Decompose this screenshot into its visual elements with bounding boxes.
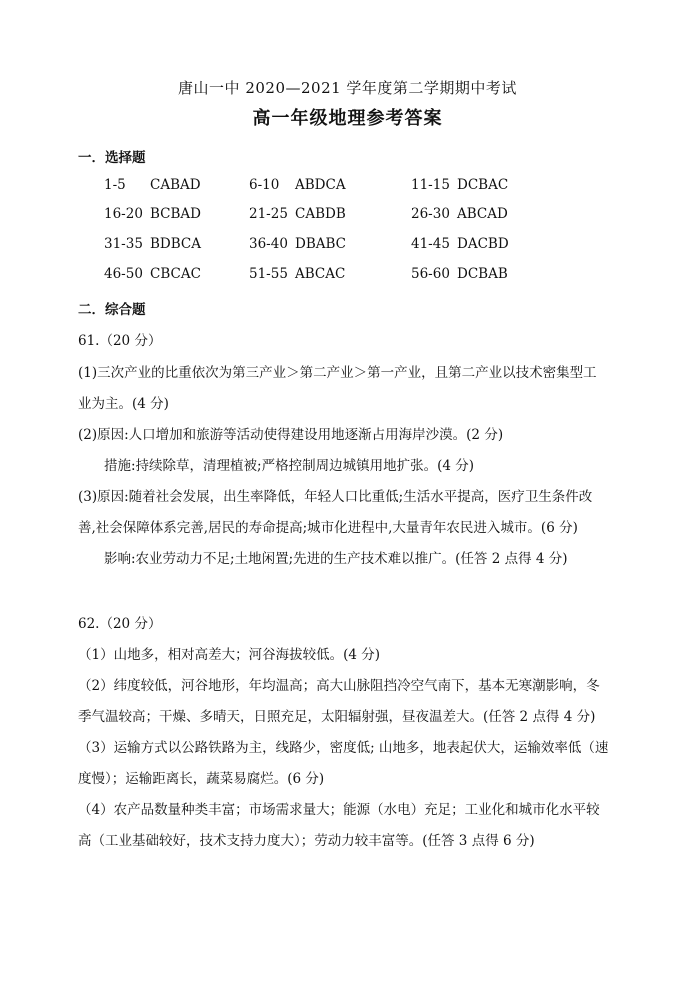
mc-range: 51-55: [249, 266, 288, 282]
q62-answer-line: （3）运输方式以公路铁路为主，线路少，密度低; 山地多，地表起伏大，运输效率低（速: [78, 740, 609, 756]
q61-answer-line: (2)原因:人口增加和旅游等活动使得建设用地逐渐占用海岸沙漠。(2 分): [78, 427, 504, 443]
mc-answer: DCBAB: [457, 266, 508, 282]
mc-range: 31-35: [104, 236, 143, 252]
mc-answer: DACBD: [457, 236, 509, 252]
mc-cell: [411, 236, 509, 252]
mc-cell: [249, 206, 346, 222]
mc-answer: DCBAC: [457, 177, 509, 193]
q61-answer-line: 业为主。(4 分): [78, 396, 169, 412]
mc-row-4: [0, 266, 695, 286]
mc-cell: [104, 206, 201, 222]
mc-answer: ABDCA: [295, 177, 346, 193]
mc-cell: [411, 266, 508, 282]
mc-answer: DBABC: [295, 236, 346, 252]
q61-answer-line: 措施:持续除草，清理植被;严格控制周边城镇用地扩张。(4 分): [104, 458, 475, 474]
q62-answer-line: （4）农产品数量种类丰富；市场需求量大；能源（水电）充足；工业化和城市化水平较: [78, 802, 600, 818]
mc-cell: [411, 177, 508, 193]
mc-range: 36-40: [249, 236, 288, 252]
mc-row-1: [0, 177, 695, 197]
mc-range: 6-10: [249, 177, 280, 193]
q61-answer-line: (3)原因:随着社会发展，出生率降低，年轻人口比重低;生活水平提高，医疗卫生条件改: [78, 489, 593, 505]
mc-answer: CABAD: [150, 177, 201, 193]
q62-answer-line: 高（工业基础较好，技术支持力度大）；劳动力较丰富等。(任答 3 点得 6 分): [78, 833, 535, 849]
mc-answer: CBCAC: [150, 266, 201, 282]
mc-cell: [249, 236, 346, 252]
q62-answer-line: 季气温较高；干燥、多晴天，日照充足，太阳辐射强，昼夜温差大。(任答 2 点得 4 分): [78, 709, 596, 725]
document-title: 高一年级地理参考答案: [252, 108, 443, 129]
mc-answer: BCBAD: [150, 206, 201, 222]
question-62-label: 62.（20 分）: [78, 616, 162, 632]
mc-range: 11-15: [411, 177, 450, 193]
mc-cell: [104, 177, 201, 193]
mc-cell: [249, 177, 346, 193]
q62-answer-line: （2）纬度较低，河谷地形，年均温高；高大山脉阻挡冷空气南下，基本无寒潮影响，冬: [78, 678, 600, 694]
q61-answer-line: (1)三次产业的比重依次为第三产业＞第二产业＞第一产业，且第二产业以技术密集型工: [78, 365, 597, 381]
mc-row-3: [0, 236, 695, 256]
q62-answer-line: 度慢）；运输距离长，蔬菜易腐烂。(6 分): [78, 771, 325, 787]
mc-answer: CABDB: [295, 206, 346, 222]
mc-range: 56-60: [411, 266, 450, 282]
mc-range: 26-30: [411, 206, 450, 222]
section-1-heading: 一．选择题: [78, 150, 146, 166]
q61-answer-line: 善,社会保障体系完善,居民的寿命提高;城市化进程中,大量青年农民进入城市。(6 分): [78, 520, 578, 536]
q61-answer-line: 影响:农业劳动力不足;土地闲置;先进的生产技术难以推广。(任答 2 点得 4 分): [104, 551, 568, 567]
mc-row-2: [0, 206, 695, 226]
mc-cell: [104, 236, 201, 252]
mc-cell: [104, 266, 201, 282]
mc-answer: ABCAD: [457, 206, 508, 222]
mc-range: 1-5: [104, 177, 126, 193]
q62-answer-line: （1）山地多，相对高差大；河谷海拔较低。(4 分): [78, 647, 381, 663]
section-2-heading: 二．综合题: [78, 302, 146, 318]
mc-cell: [249, 266, 345, 282]
mc-range: 21-25: [249, 206, 288, 222]
mc-answer: BDBCA: [150, 236, 201, 252]
mc-cell: [411, 206, 508, 222]
mc-range: 16-20: [104, 206, 143, 222]
mc-answer: ABCAC: [295, 266, 346, 282]
exam-title: 唐山一中 2020—2021 学年度第二学期期中考试: [178, 79, 517, 97]
question-61-label: 61.（20 分）: [78, 333, 162, 349]
mc-range: 46-50: [104, 266, 143, 282]
mc-range: 41-45: [411, 236, 450, 252]
